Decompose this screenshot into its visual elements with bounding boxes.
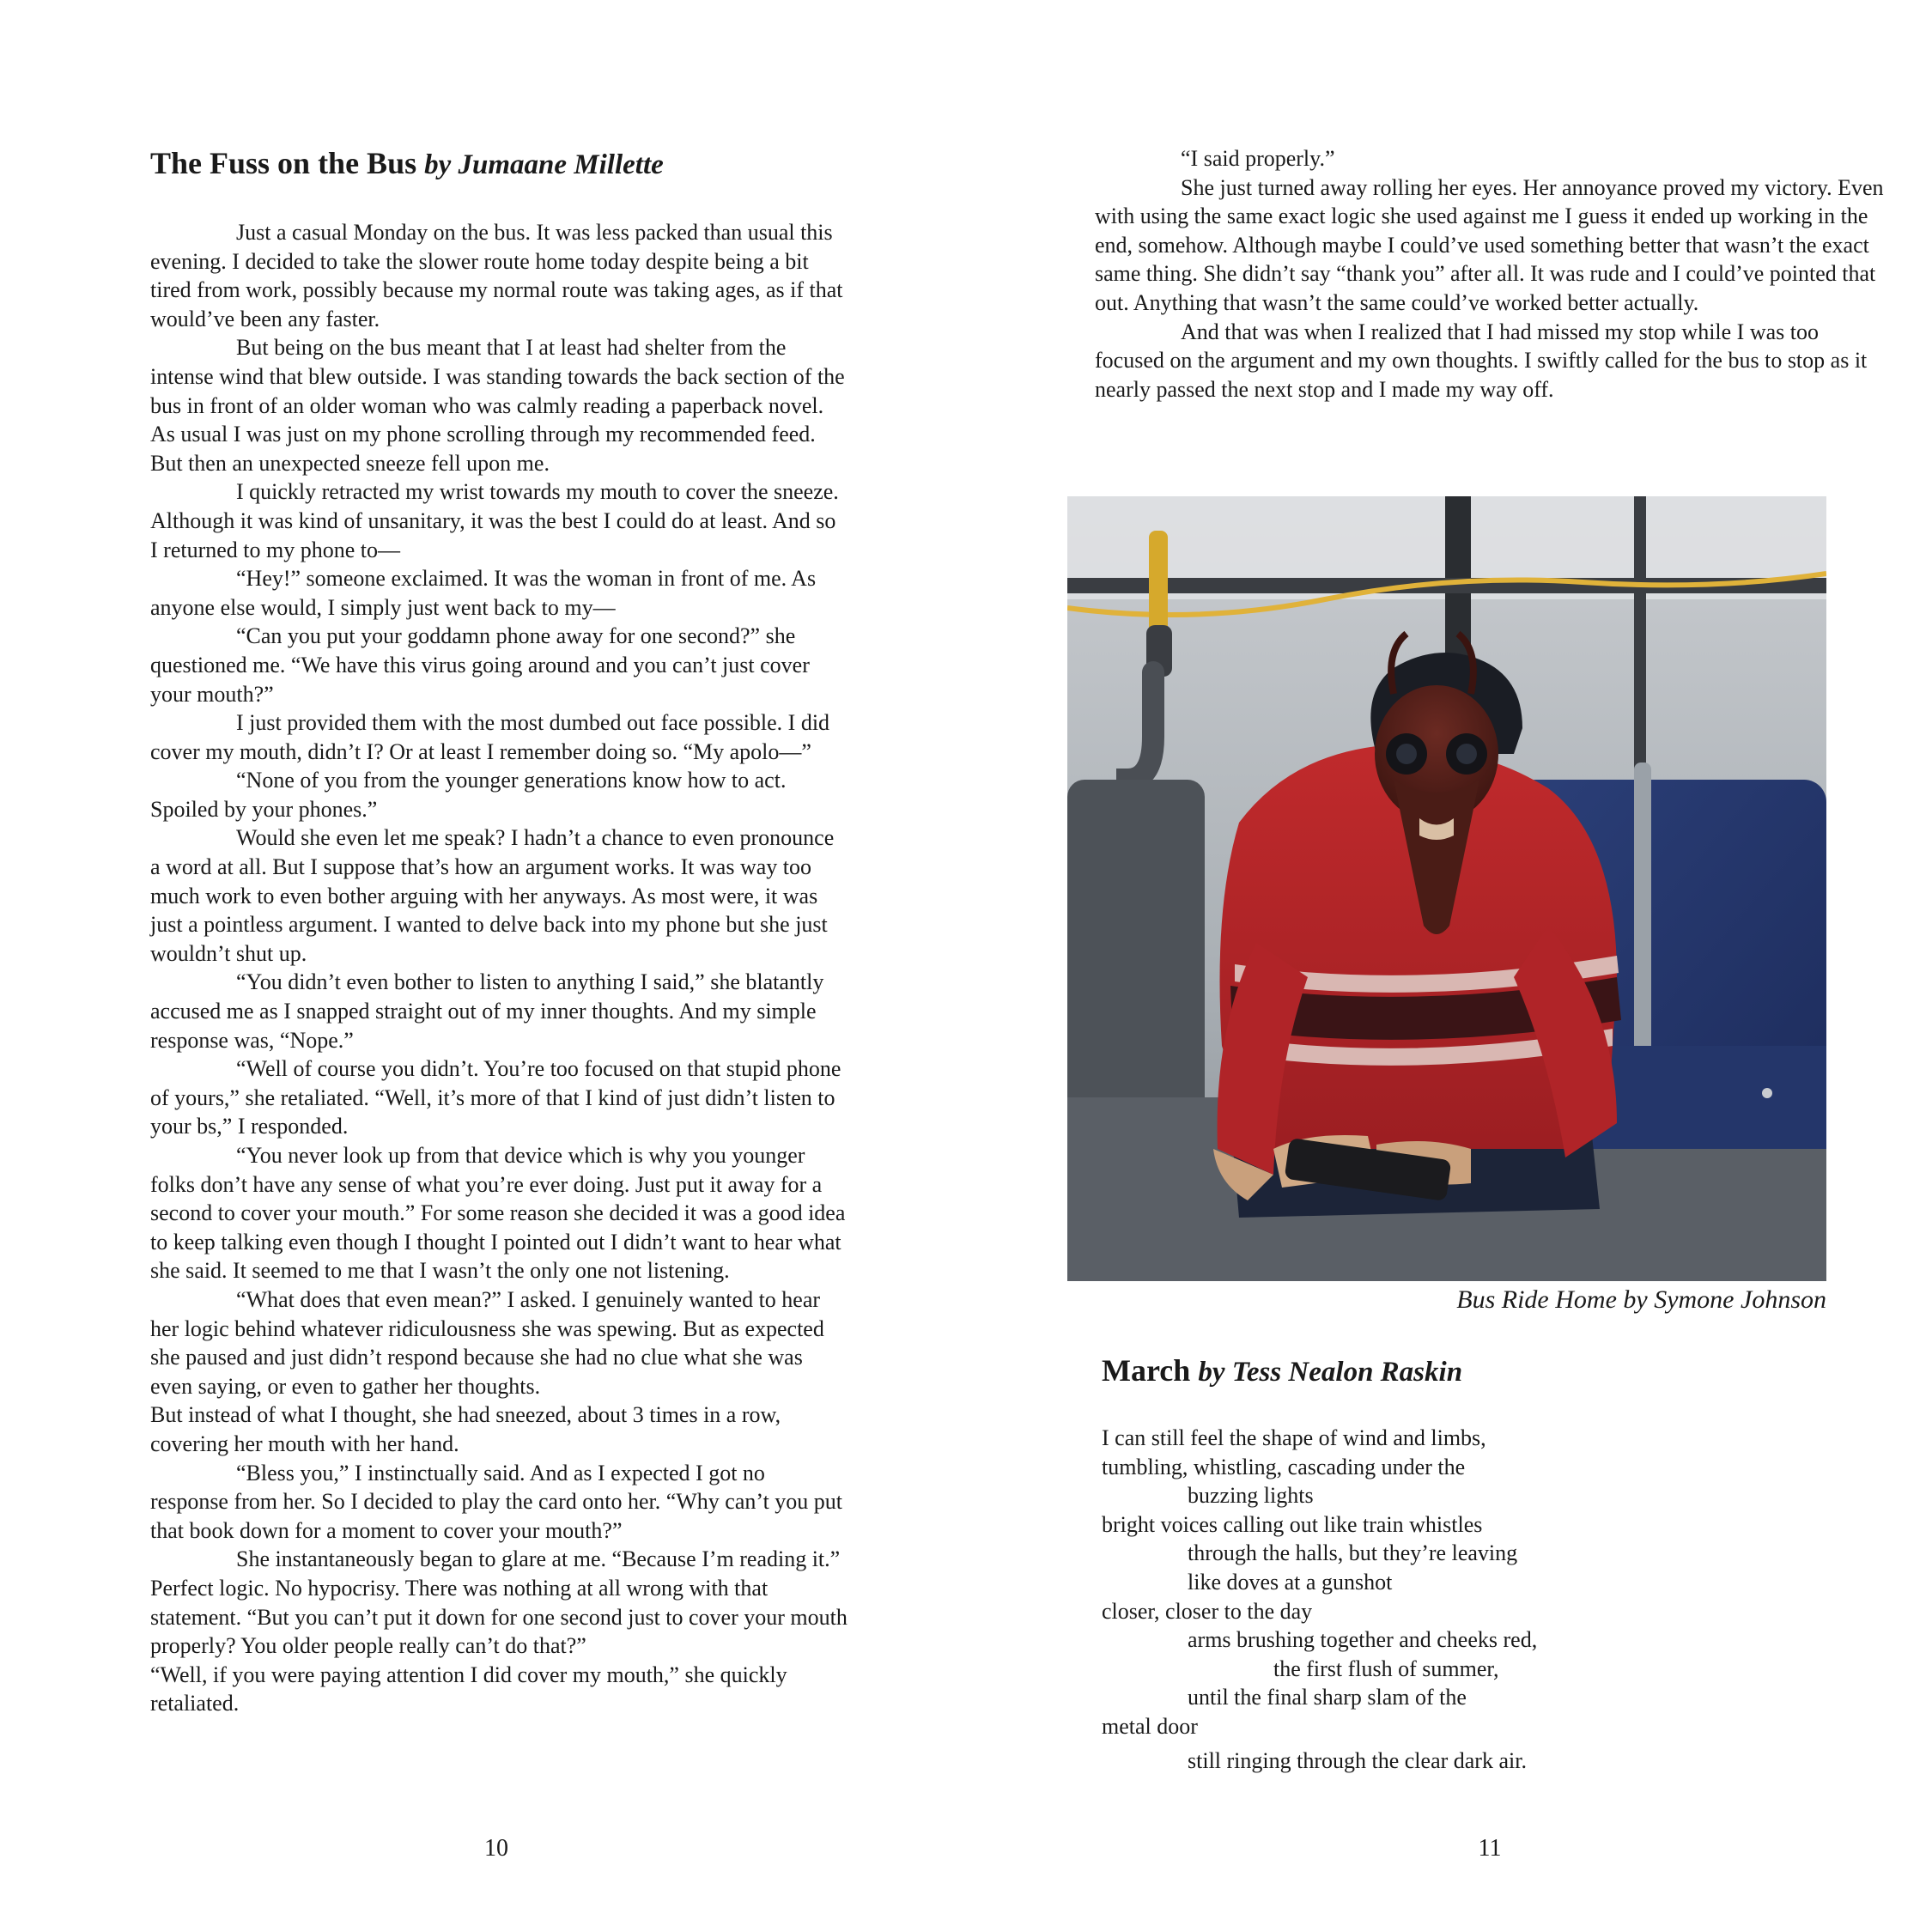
poem-line: arms brushing together and cheeks red,: [1188, 1627, 1538, 1653]
poem-march: [1102, 1352, 1840, 1775]
poem-body: [1102, 1424, 1840, 1775]
artwork-caption: Bus Ride Home by Symone Johnson: [1456, 1285, 1826, 1314]
page-number-left: 10: [484, 1835, 508, 1862]
artwork-illustration: [1067, 496, 1826, 1281]
paragraph: I just provided them with the most dumbed out face possible. I did cover my mouth, didn’t I? Or at least I remember doing so. “My apolo—”: [150, 710, 830, 764]
poem-line: until the final sharp slam of the: [1188, 1685, 1467, 1710]
poem-line: I can still feel the shape of wind and limbs,: [1102, 1425, 1486, 1450]
right-page: [966, 0, 1932, 1932]
paragraph: “Hey!” someone exclaimed. It was the woman in front of me. As anyone else would, I simply just went back to my—: [150, 566, 817, 620]
artwork-bus-ride-home: [1067, 496, 1826, 1281]
paragraph: “None of you from the younger generations know how to act. Spoiled by your phones.”: [150, 768, 787, 822]
poem-line: through the halls, but they’re leaving: [1188, 1540, 1518, 1566]
page-number-right: 11: [1478, 1835, 1502, 1862]
paragraph: Would she even let me speak? I hadn’t a chance to even pronounce a word at all. But I suppose that’s how an argument works. It was way too much work to even bother arguing with her anyways. As most were, it was just a pointless argument. I wanted to delve back into my phone but she just wouldn’t shut up.: [150, 825, 835, 966]
poem-line: closer, closer to the day: [1102, 1598, 1313, 1624]
story-byline: by Jumaane Millette: [424, 149, 664, 180]
story-column: [150, 144, 848, 1718]
story-body: [150, 218, 848, 1718]
paragraph: She instantaneously began to glare at me. “Because I’m reading it.” Perfect logic. No hypocrisy. There was nothing at all wrong with that statement. “But you can’t put it down for one second just to cover your mouth properly? You older people really can’t do that?”: [150, 1546, 848, 1659]
poem-heading: [1102, 1352, 1840, 1391]
story-continuation: [1095, 144, 1893, 404]
story-heading: [150, 144, 848, 184]
poem-line: bright voices calling out like train whistles: [1102, 1511, 1483, 1537]
poem-line: the first flush of summer,: [1273, 1656, 1499, 1681]
poem-line: tumbling, whistling, cascading under the: [1102, 1454, 1466, 1479]
paragraph: And that was when I realized that I had missed my stop while I was too focused on the argument and my own thoughts. I swiftly called for the bus to stop as it nearly passed the next stop and I made my way off.: [1095, 319, 1868, 402]
poem-line: buzzing lights: [1188, 1483, 1314, 1509]
poem-byline: by Tess Nealon Raskin: [1198, 1357, 1463, 1388]
poem-line: like doves at a gunshot: [1188, 1569, 1393, 1595]
paragraph: But being on the bus meant that I at least had shelter from the intense wind that blew outside. I was standing towards the back section of the bus in front of an older woman who was calmly reading a paperback novel. As usual I was just on my phone scrolling through my recommended feed. But then an unexpected sneeze fell upon me.: [150, 335, 845, 476]
paragraph: “I said properly.”: [1181, 146, 1335, 171]
paragraph: “Can you put your goddamn phone away for one second?” she questioned me. “We have this virus going around and you can’t just cover your mouth?”: [150, 623, 810, 707]
paragraph: “Well of course you didn’t. You’re too focused on that stupid phone of yours,” she retaliated. “Well, it’s more of that I kind of just didn’t listen to your bs,” I responded.: [150, 1056, 841, 1139]
paragraph: But instead of what I thought, she had sneezed, about 3 times in a row, covering her mouth with her hand.: [150, 1402, 781, 1456]
paragraph: “You never look up from that device which is why you younger folks don’t have any sense of what you’re ever doing. Just put it away for a second to cover your mouth.” For some reason she decided it was a good idea to keep talking even though I thought I pointed out I didn’t want to hear what she said. It seemed to me that I wasn’t the only one not listening.: [150, 1143, 846, 1284]
paragraph: “Well, if you were paying attention I did cover my mouth,” she quickly retaliated.: [150, 1662, 787, 1716]
paragraph: “What does that even mean?” I asked. I genuinely wanted to hear her logic behind whatever ridiculousness she was spewing. But as expected she paused and just didn’t respond because she had no clue what she was even saying, or even to gather her thoughts.: [150, 1286, 824, 1399]
paragraph: “You didn’t even bother to listen to anything I said,” she blatantly accused me as I snapped straight out of my inner thoughts. And my simple response was, “Nope.”: [150, 969, 824, 1053]
paragraph: “Bless you,” I instinctually said. And as I expected I got no response from her. So I decided to play the card onto her. “Why can’t you put that book down for a moment to cover your mouth?”: [150, 1460, 843, 1543]
poem-title: March: [1102, 1353, 1191, 1388]
paragraph: I quickly retracted my wrist towards my mouth to cover the sneeze. Although it was kind of unsanitary, it was the best I could do at least. And so I returned to my phone to—: [150, 479, 839, 562]
poem-line: still ringing through the clear dark air.: [1188, 1747, 1527, 1773]
story-body-continued: [1095, 144, 1893, 404]
paragraph: She just turned away rolling her eyes. Her annoyance proved my victory. Even with using the same exact logic she used against me I guess it ended up working in the end, somehow. Although maybe I could’ve used something better that wasn’t the exact same thing. She didn’t say “thank you” after all. It was rude and I could’ve pointed that out. Anything that wasn’t the same could’ve worked better actually.: [1095, 174, 1884, 315]
poem-line: metal door: [1102, 1713, 1198, 1739]
paragraph: Just a casual Monday on the bus. It was less packed than usual this evening. I decided to take the slower route home today despite being a bit tired from work, possibly because my normal route was taking ages, as if that would’ve been any faster.: [150, 220, 843, 331]
story-title: The Fuss on the Bus: [150, 146, 417, 180]
